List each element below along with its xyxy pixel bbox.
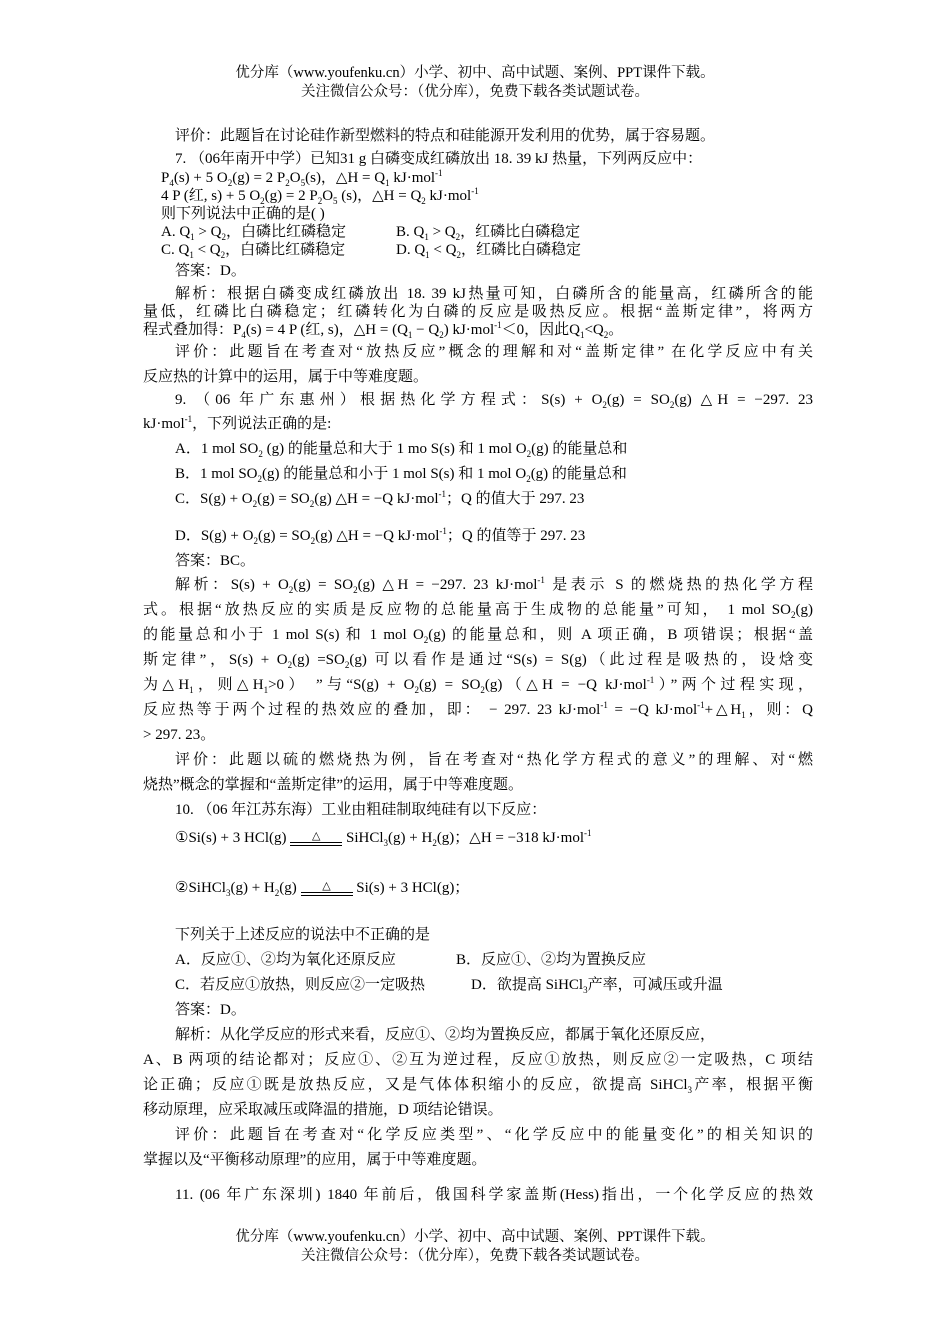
q9-explanation-line-4: 斯定律”，$S(s) + O_2(g) =SO_2(g)$ 可以看作是通过“S(s) = S(g)（此过程是吸热的，设焓变: [143, 652, 813, 670]
q7-explanation-line-2: 量低，红磷比白磷稳定；红磷转化为白磷的反应是吸热反应。根据“盖斯定律”，将两方: [143, 304, 813, 320]
q11-stem: 11. (06 年广东深圳) 1840 年前后，俄国科学家盖斯(Hess)指出，一个化学反应的热效: [175, 1187, 813, 1203]
q7-question: 则下列说法中正确的是( ): [161, 206, 325, 222]
q9-comment-line-2: 烧热”概念的掌握和“盖斯定律”的运用，属于中等难度题。: [143, 777, 523, 793]
q9-explanation-line-7: > 297. 23。: [143, 727, 216, 743]
q10-explanation-line-3: 论正确；反应①既是放热反应，又是气体体积缩小的反应，欲提高 SiHCl$_3$产率，根据平衡: [143, 1077, 813, 1095]
footer-line-2: 关注微信公众号：（优分库），免费下载各类试题试卷。: [301, 1248, 649, 1264]
q9-option-b: B．1 mol $SO_2(g)$ 的能量总和小于 1 mol S(s) 和 1 mol $O_2(g)$ 的能量总和: [175, 466, 627, 484]
q9-explanation-line-6: 反应热等于两个过程的热效应的叠加，即： − 297. 23 kJ·mol$^{-1}$ = −Q $kJ\cdot mol^{-1}+\triangle H_1$，则：Q: [143, 700, 814, 720]
q9-stem-line-2: kJ·mol$^{-1}$，下列说法正确的是:: [143, 414, 332, 432]
q9-stem-line-1: 9. （06 年广东惠州）根据热化学方程式：$S(s) + O_2(g) = SO_2(g)$ △H = −297. 23: [175, 392, 814, 410]
q10-explanation-line-2: A、B 两项的结论都对；反应①、②互为逆过程，反应①放热，则反应②一定吸热，C 项结: [143, 1052, 813, 1068]
header-line-1: 优分库（www.youfenku.cn）小学、初中、高中试题、案例、PPT课件下载。: [235, 65, 715, 81]
q10-stem: 10. （06 年江苏东海）工业由粗硅制取纯硅有以下反应：: [175, 802, 547, 818]
q9-answer: 答案：BC。: [175, 553, 256, 569]
q9-explanation-line-5: 为$\triangle H_1$，则$\triangle H_1>0$） ”与“$S(g) + O_2(g)$ = $SO_2(g)(\triangle H = -Q$ kJ·mol$^{-1}$）”两个过程实现，: [143, 675, 814, 695]
q7-option-c: C. $Q_1 < Q_2$，白磷比红磷稳定: [161, 242, 346, 260]
q9-explanation-line-1: 解析：$S(s) + O_2(g) = SO_2(g)$ △H = −297. 23 kJ·mol$^{-1}$ 是表示 S 的燃烧热的热化学方程: [175, 575, 813, 595]
q10-option-d: D．欲提高 SiHCl$_3$产率，可减压或升温: [471, 977, 723, 995]
q10-option-b: B．反应①、②均为置换反应: [456, 952, 647, 968]
q9-explanation-line-3: 的能量总和小于 1 mol S(s) 和 1 mol $O_2(g)$ 的能量总和，则 A 项正确，B 项错误；根据“盖: [143, 627, 813, 645]
q10-explanation-line-1: 解析：从化学反应的形式来看，反应①、②均为置换反应，都属于氧化还原反应，: [175, 1027, 716, 1043]
q7-comment-line-1: 评价：此题旨在考查对“放热反应”概念的理解和对“盖斯定律” 在化学反应中有关: [175, 344, 813, 360]
footer-line-1: 优分库（www.youfenku.cn）小学、初中、高中试题、案例、PPT课件下载。: [235, 1229, 715, 1245]
q10-option-a: A．反应①、②均为氧化还原反应: [175, 952, 396, 968]
heat-condition-symbol: △: [290, 832, 342, 846]
q7-equation-1: $P_4(s) + 5$ $O_2(g) = 2$ $P_2O_5(s)$，△H = $Q_1$ kJ·mol$^{-1}$: [161, 168, 443, 188]
q9-comment-line-1: 评价：此题以硫的燃烧热为例，旨在考查对“热化学方程式的意义”的理解、对“燃: [175, 752, 813, 768]
q7-explanation-line-3: 程式叠加得：$P_4(s) = 4$ P (红, s)，△H = $(Q_1 - Q_2)$ kJ·mol$^{-1}$＜0，因此$Q_1<Q_2$。: [143, 320, 624, 340]
q7-equation-2: 4 P (红, s) + 5 $O_2(g) = 2$ $P_2O_5$ (s)，△H = $Q_2$ kJ·mol$^{-1}$: [161, 186, 479, 206]
q7-option-d: D. $Q_1 < Q_2$，红磷比白磷稳定: [396, 242, 581, 260]
q7-explanation-line-1: 解析：根据白磷变成红磷放出 18. 39 kJ热量可知，白磷所含的能量高，红磷所含的能: [175, 286, 813, 302]
q10-question: 下列关于上述反应的说法中不正确的是: [175, 927, 431, 943]
page-footer: [0, 1228, 950, 1266]
q7-stem: 7. （06年南开中学）已知31 g 白磷变成红磷放出 18. 39 kJ 热量，下列两反应中：: [175, 151, 703, 167]
q10-option-c: C．若反应①放热，则反应②一定吸热: [175, 977, 426, 993]
q6-comment: 评价：此题旨在讨论硅作新型燃料的特点和硅能源开发利用的优势，属于容易题。: [175, 128, 716, 144]
q10-reaction-1: ①Si(s) + 3 HCl(g) △ SiHCl$_3$(g) + $H_2(g)$；△H = −318 kJ·mol$^{-1}$: [175, 828, 592, 848]
q10-answer: 答案：D。: [175, 1002, 246, 1018]
heat-condition-symbol: △: [301, 882, 353, 896]
q7-answer: 答案：D。: [175, 263, 246, 279]
q9-option-c: C．$S(g) + O_2(g) = SO_2(g)$ △H = −Q kJ·mol$^{-1}$；Q 的值大于 297. 23: [175, 489, 585, 509]
q10-comment-line-2: 掌握以及“平衡移动原理”的应用，属于中等难度题。: [143, 1152, 487, 1168]
q7-option-a: A. $Q_1 > Q_2$，白磷比红磷稳定: [161, 224, 346, 242]
q9-option-d: D．$S(g) + O_2(g) = SO_2(g)$ △H = −Q kJ·mol$^{-1}$；Q 的值等于 297. 23: [175, 526, 586, 546]
q7-comment-line-2: 反应热的计算中的运用，属于中等难度题。: [143, 369, 429, 385]
q9-explanation-line-2: 式。根据“放热反应的实质是反应物的总能量高于生成物的总能量”可知， 1 mol $SO_2(g)$: [143, 602, 813, 620]
page-header: [0, 64, 950, 102]
q7-option-b: B. $Q_1 > Q_2$，红磷比白磷稳定: [396, 224, 581, 242]
q10-reaction-2: ②SiHCl$_3$(g) + $H_2(g)$ △ Si(s) + 3 HCl(g)；: [175, 879, 470, 898]
q10-comment-line-1: 评价：此题旨在考查对“化学反应类型”、“化学反应中的能量变化”的相关知识的: [175, 1127, 813, 1143]
header-line-2: 关注微信公众号：（优分库），免费下载各类试题试卷。: [301, 84, 649, 100]
q10-explanation-line-4: 移动原理，应采取减压或降温的措施，D 项结论错误。: [143, 1102, 503, 1118]
q9-option-a: A．1 mol $SO_2$ (g) 的能量总和大于 1 mo S(s) 和 1 mol $O_2(g)$ 的能量总和: [175, 441, 628, 459]
